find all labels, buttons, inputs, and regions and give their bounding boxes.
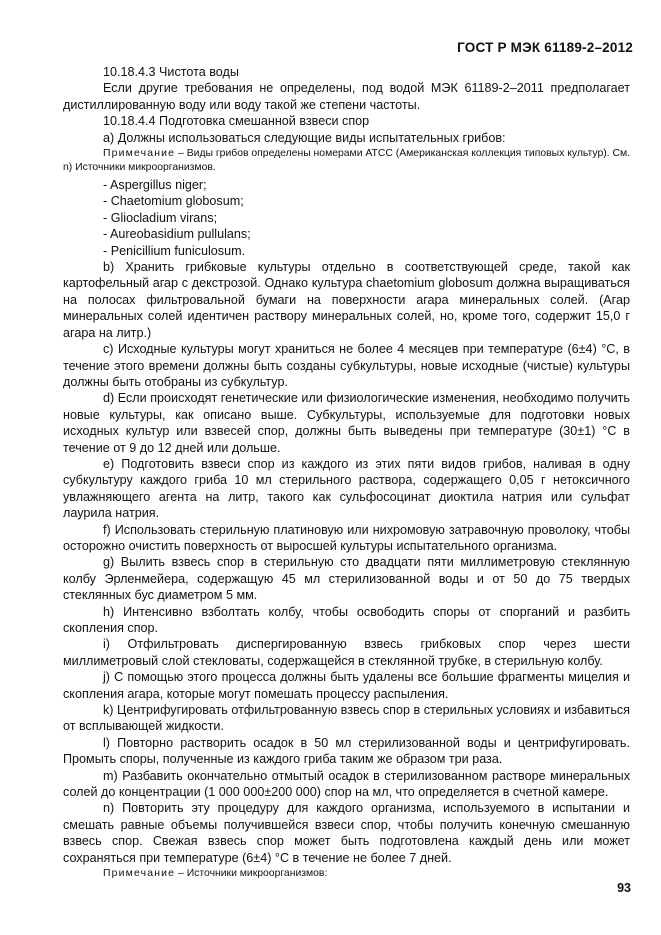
list-item: - Chaetomium globosum; — [103, 194, 244, 209]
list-item: - Aspergillus niger; — [103, 178, 207, 193]
body-paragraph: i) Отфильтровать диспергированную взвесь грибковых спор через шести миллиметровый слой стекловаты, содержащейся в стеклянной трубке, в стерильную колбу. — [63, 637, 630, 668]
note-label: Примечание — [103, 868, 176, 880]
body-paragraph: m) Разбавить окончательно отмытый осадок в стерилизованном растворе минеральных солей до концентрации (1 000 000±200 000) спор на мл, что определяется в счетной камере. — [63, 768, 630, 800]
body-paragraph: h) Интенсивно взболтать колбу, чтобы освободить споры от спорганий и разбить скопления спор. — [63, 604, 630, 635]
body-paragraph: 10.18.4.3 Чистота воды — [103, 65, 239, 79]
body-paragraph: f) Использовать стерильную платиновую или нихромовую затравочную проволоку, чтобы осторожно очистить поверхность от выросшей культуры испытательного организма. — [63, 522, 630, 553]
body-paragraph: n) Повторить эту процедуру для каждого организма, используемого в испытании и смешать равные объемы получившейся взвеси спор, чтобы получить конечную смешанную взвесь спор. Свежая взвесь спор может быть подготовлена каждый день или может сохраняться при температуре (6±4) °С в течение не более 7 дней. — [63, 801, 630, 865]
note-paragraph — [63, 867, 630, 881]
body-paragraph: b) Хранить грибковые культуры отдельно в соответствующей среде, такой как картофельный агар с декстрозой. Однако культура chaetomium globosum должна выращиваться на полосах фильтровальной бумаги на поверхности агара минеральных солей. (Агар минеральных солей идентичен раствору минеральных солей, но, кроме того, содержит 15,0 г агара на литр.) — [63, 260, 630, 340]
list-item: - Penicillium funiculosum. — [103, 243, 246, 258]
body-paragraph: j) С помощью этого процесса должны быть удалены все большие фрагменты мицелия и скопления агара, которые могут помешать процессу распыления. — [63, 670, 630, 701]
body-paragraph: k) Центрифугировать отфильтрованную взвесь спор в стерильных условиях и избавиться от всплывающей жидкости. — [63, 703, 631, 734]
body-paragraph: Если другие требования не определены, под водой МЭК 61189-2–2011 предполагает дистиллированную воду или воду такой же степени частоты. — [63, 81, 630, 112]
note-paragraph — [63, 147, 630, 175]
note-label: Примечание — [103, 148, 176, 160]
list-item: - Gliocladium virans; — [103, 210, 218, 225]
note-text: – Виды грибов определены номерами АТСС (Американская коллекция типовых культур). См. n) Источники микроорганизмов. — [63, 148, 630, 174]
body-paragraph: 10.18.4.4 Подготовка смешанной взвеси спор — [103, 114, 370, 129]
document-header: ГОСТ Р МЭК 61189-2–2012 — [457, 40, 633, 55]
body-paragraph: e) Подготовить взвеси спор из каждого из этих пяти видов грибов, наливая в одну субкультуру каждого гриба 10 мл стерильного раствора, содержащего 0,05 г нетоксичного увлажняющего агента на литр, такого как сульфосоцинат диоктила натрия или сульфат лаурила натрия. — [63, 456, 630, 521]
document-body — [63, 64, 630, 883]
body-paragraph: l) Повторно растворить осадок в 50 мл стерилизованной воды и центрифугировать. Промыть споры, полученные из каждого гриба таким же образом три раза. — [63, 735, 630, 767]
body-paragraph: c) Исходные культуры могут храниться не более 4 месяцев при температуре (6±4) °С, в течение этого времени должны быть созданы субкультуры, новые исходные (чистые) культуры должны быть отобраны из субкультур. — [63, 342, 630, 389]
list-item: - Aureobasidium pullulans; — [103, 227, 251, 242]
body-paragraph: g) Вылить взвесь спор в стерильную сто двадцати пяти миллиметровую стеклянную колбу Эрленмейера, содержащую 45 мл стерилизованной воды и от 50 до 75 твердых стеклянных бус диаметром 5 мм. — [63, 555, 630, 603]
note-text: – Источники микроорганизмов: — [175, 868, 328, 880]
body-paragraph: a) Должны использоваться следующие виды испытательных грибов: — [103, 130, 506, 145]
body-paragraph: d) Если происходят генетические или физиологические изменения, необходимо получить новые культуры, как описано выше. Субкультуры, используемые для подготовки новых исходных культур или взвесей спор, должны быть выведены при температуре (30±1) °С в течение от 9 до 12 дней или дольше. — [63, 391, 630, 455]
page-number: 93 — [617, 881, 631, 895]
